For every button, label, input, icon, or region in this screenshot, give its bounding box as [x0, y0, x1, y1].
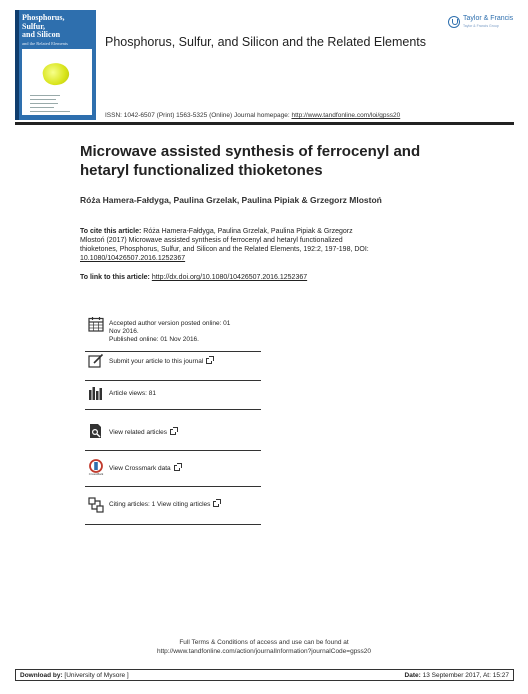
download-label: Download by: [20, 671, 63, 679]
cite-text: thioketones, Phosphorus, Sulfur, and Silicon and the Related Elements, 192:2, 197-198, DOI: [80, 246, 369, 253]
cite-label: To cite this article: [80, 228, 142, 235]
submit-article-text: Submit your article to this journal [109, 358, 204, 365]
article-authors: Róża Hamera-Fałdyga, Paulina Grzelak, Paulina Pipiak & Grzegorz Mlostoń [80, 195, 382, 205]
download-info-bar [15, 669, 514, 681]
terms-text: Full Terms & Conditions of access and use can be found at [179, 639, 349, 646]
document-search-icon [88, 423, 104, 439]
citing-articles-row[interactable] [85, 486, 261, 525]
journal-name: Phosphorus, Sulfur, and Silicon and the Related Elements [105, 35, 427, 49]
link-label: To link to this article: [80, 274, 152, 281]
publisher-logo[interactable] [448, 14, 520, 32]
crossmark-row[interactable] [85, 450, 261, 487]
related-articles-text: View related articles [109, 429, 168, 436]
published-date: Published online: 01 Nov 2016. [109, 336, 199, 343]
article-title-line: Microwave assisted synthesis of ferrocenyl and [80, 143, 421, 160]
article-link-line [80, 274, 307, 281]
edit-icon [88, 353, 104, 369]
accepted-date: Nov 2016. [109, 328, 139, 335]
publisher-tagline: Taylor & Francis Group [463, 24, 499, 28]
header-divider [15, 122, 514, 125]
cite-doi-link[interactable]: 10.1080/10426507.2016.1252367 [80, 255, 186, 262]
cover-title-line: Phosphorus, [22, 13, 65, 22]
cover-image-panel [22, 49, 92, 115]
accepted-published-text [109, 320, 230, 344]
external-link-icon [213, 501, 219, 507]
related-articles-link[interactable] [109, 428, 176, 437]
date-label: Date: [404, 671, 421, 679]
crystal-image [41, 61, 71, 88]
issn-line [105, 112, 400, 119]
cover-title-line: Sulfur, [22, 21, 46, 31]
download-date [405, 672, 509, 679]
bar-chart-icon [88, 385, 104, 401]
cover-text-line [30, 103, 58, 104]
cover-subtitle: and the Related Elements [22, 41, 68, 46]
crossmark-link[interactable] [109, 464, 180, 473]
external-link-icon [174, 465, 180, 471]
journal-cover-image [15, 10, 96, 120]
cover-text-line [30, 99, 56, 100]
external-link-icon [206, 358, 212, 364]
cover-title [22, 14, 94, 40]
citing-articles-icon [88, 497, 104, 513]
citation-block [80, 227, 450, 263]
terms-link[interactable]: http://www.tandfonline.com/action/journalInformation?journalCode=gpss20 [156, 648, 372, 655]
crossmark-text: View Crossmark data [109, 465, 171, 472]
publisher-name: Taylor & Francis [463, 15, 514, 22]
crossmark-icon-label: CrossMark [88, 471, 104, 475]
terms-footer [0, 638, 528, 656]
issn-text: ISSN: 1042-6507 (Print) 1563-5325 (Online) Journal homepage: [105, 112, 292, 119]
journal-homepage-link[interactable]: http://www.tandfonline.com/loi/gpss20 [291, 112, 401, 119]
cite-text: Mlostoń (2017) Microwave assisted synthesis of ferrocenyl and hetaryl functionalized [80, 237, 343, 244]
article-title-line: hetaryl functionalized thioketones [80, 162, 323, 179]
download-value: [University of Mysore ] [62, 671, 129, 679]
article-views-text: Article views: 81 [109, 390, 156, 397]
download-by [20, 672, 129, 679]
submit-article-row[interactable] [85, 351, 261, 381]
external-link-icon [170, 429, 176, 435]
cover-title-line: and Silicon [22, 30, 61, 39]
submit-article-link[interactable] [109, 357, 212, 366]
crossmark-icon [88, 459, 104, 475]
article-views-row [85, 380, 261, 410]
cover-spine [15, 10, 19, 120]
date-value: 13 September 2017, At: 15:27 [420, 671, 509, 679]
accepted-date: Accepted author version posted online: 01 [109, 320, 231, 327]
calendar-icon [88, 316, 104, 332]
cite-text: Róża Hamera-Fałdyga, Paulina Grzelak, Paulina Pipiak & Grzegorz [141, 228, 353, 235]
article-title [80, 142, 460, 180]
cover-text-line [30, 95, 60, 96]
citing-articles-link[interactable] [109, 500, 219, 509]
article-doi-link[interactable]: http://dx.doi.org/10.1080/10426507.2016.1252367 [151, 274, 308, 281]
citing-articles-text: Citing articles: 1 View citing articles [109, 501, 211, 508]
publisher-logo-icon [448, 16, 460, 28]
cover-text-line [30, 111, 70, 112]
accepted-published-row [85, 313, 261, 352]
related-articles-row[interactable] [85, 409, 261, 451]
cover-text-line [30, 107, 54, 108]
